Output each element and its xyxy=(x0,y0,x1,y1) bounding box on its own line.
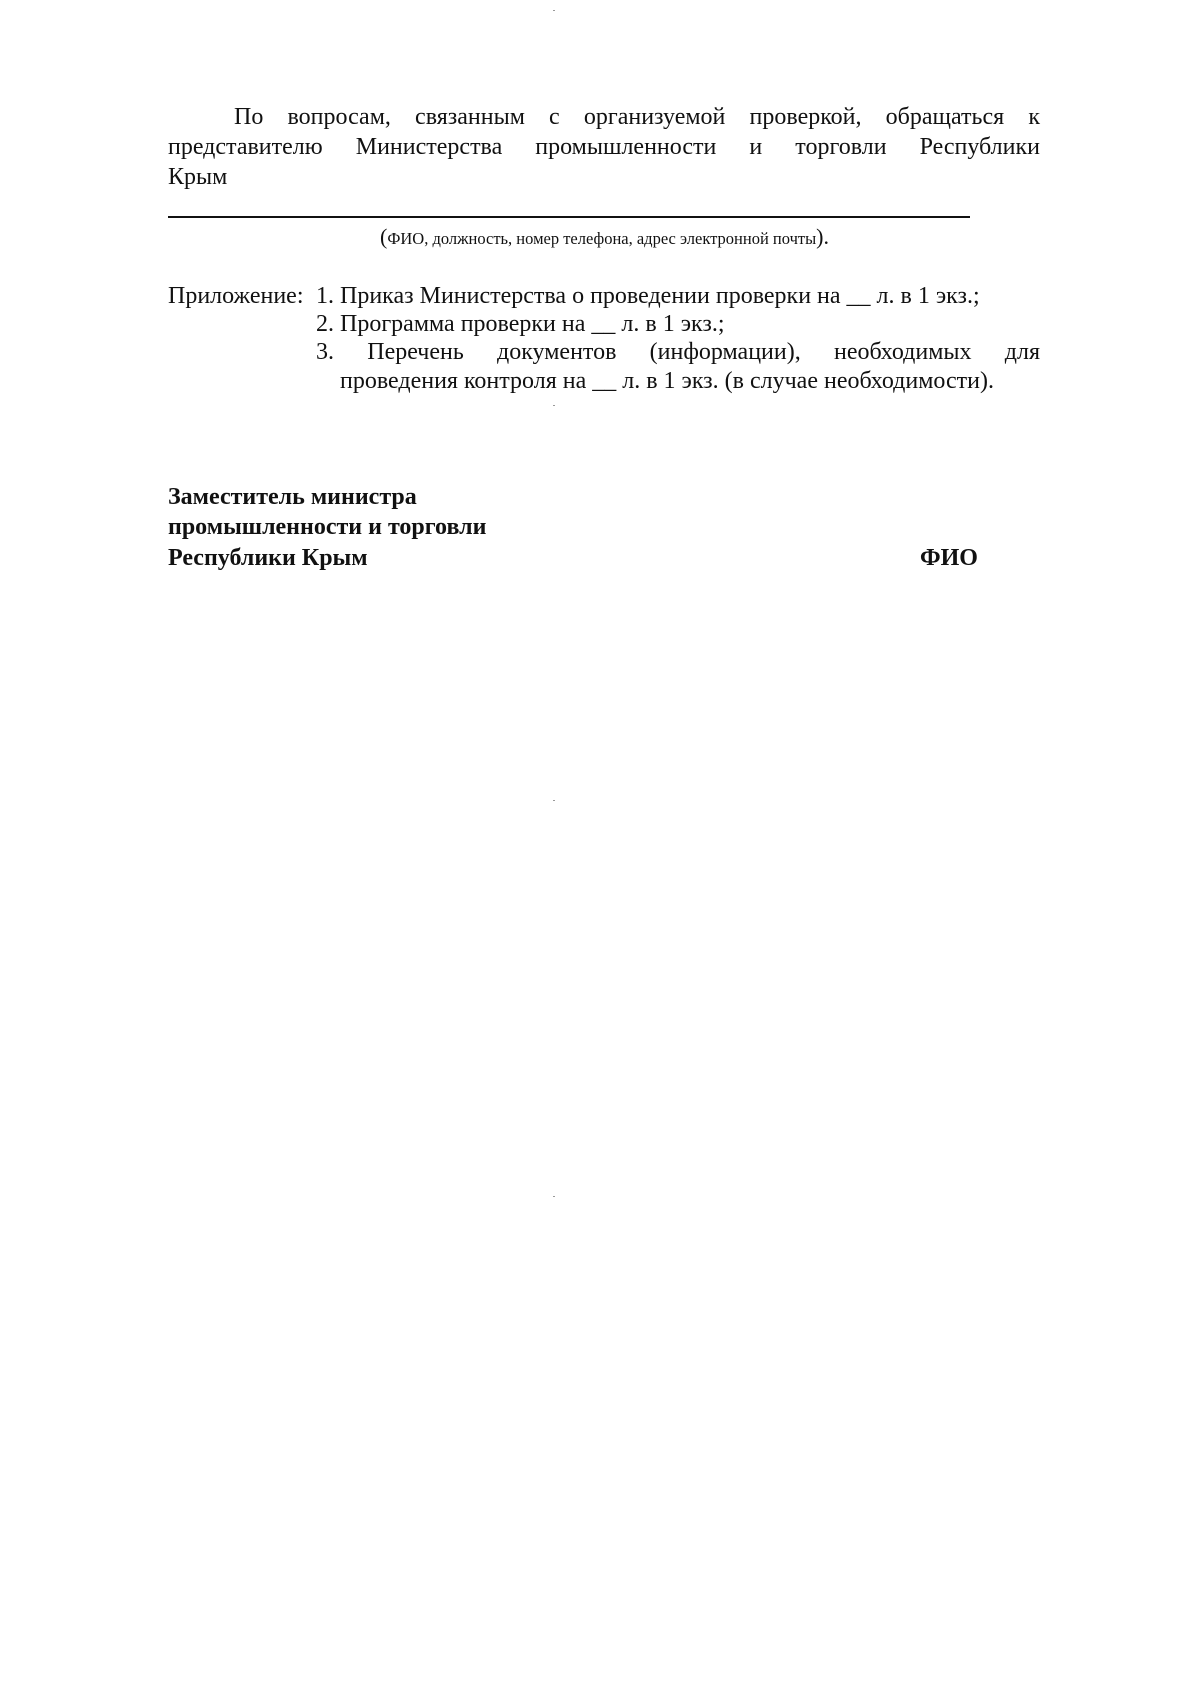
caption-open: ( xyxy=(380,224,388,249)
appendix-item-2: 2. Программа проверки на __ л. в 1 экз.; xyxy=(316,311,725,337)
body-text-1: По вопросам, связанным с организуемой проверкой, обращаться к xyxy=(234,104,1040,130)
appendix-item-3-cont: проведения контроля на __ л. в 1 экз. (в случае необходимости). xyxy=(340,368,994,394)
scan-dot xyxy=(553,10,555,11)
contact-blank-line xyxy=(168,216,970,218)
appendix-label: Приложение: xyxy=(168,283,304,309)
appendix-item-3: 3. Перечень документов (информации), необходимых для xyxy=(316,339,1040,365)
appendix-item-1: 1. Приказ Министерства о проведении проверки на __ л. в 1 экз.; xyxy=(316,283,980,309)
caption-close: ). xyxy=(816,224,829,249)
body-line-3: Крым xyxy=(168,164,228,190)
caption-text: ФИО, должность, номер телефона, адрес электронной почты xyxy=(387,229,817,248)
scan-dot xyxy=(553,1196,555,1197)
scan-dot xyxy=(553,405,555,406)
signature-title-2: промышленности и торговли xyxy=(168,514,487,540)
signature-name: ФИО xyxy=(920,545,978,571)
signature-title-1: Заместитель министра xyxy=(168,484,417,510)
scan-dot xyxy=(553,800,555,801)
body-line-1 xyxy=(168,102,1040,132)
contact-caption xyxy=(380,224,829,250)
signature-title-3: Республики Крым xyxy=(168,545,368,571)
body-line-2: представителю Министерства промышленности и торговли Республики xyxy=(168,134,1040,160)
